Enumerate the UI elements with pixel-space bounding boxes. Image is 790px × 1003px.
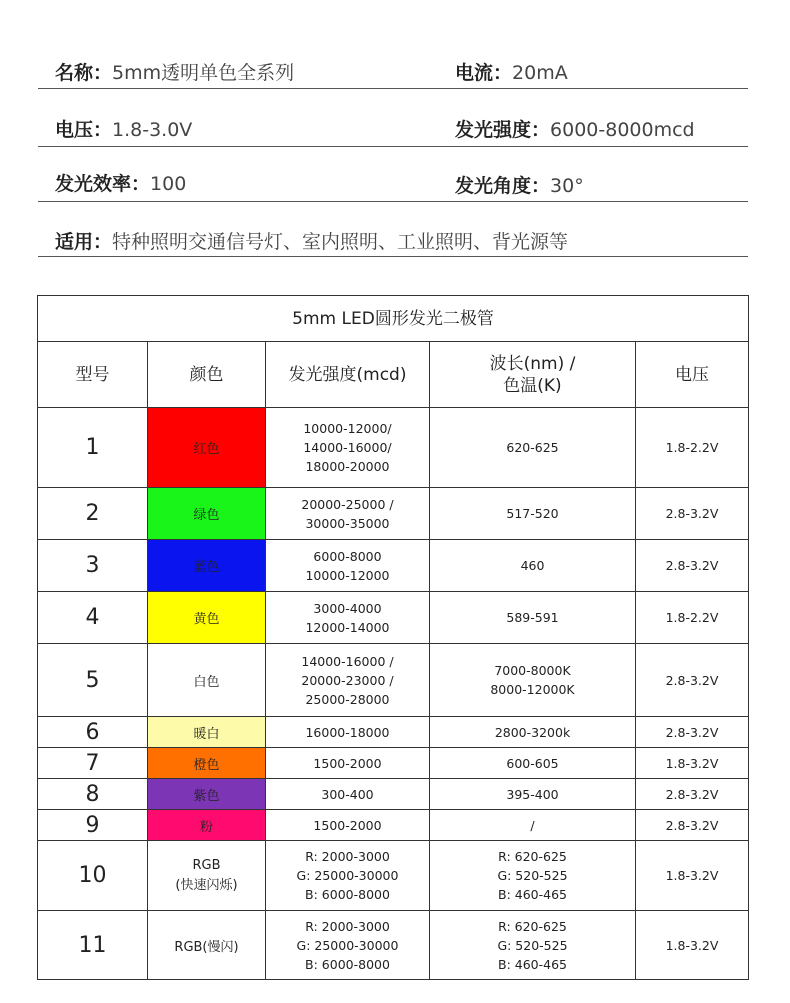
row-wavelength [430,488,636,540]
row-intensity [266,644,430,717]
row-voltage: 2.8-3.2V [636,717,749,748]
row-wavelength [430,540,636,592]
row-voltage: 1.8-3.2V [636,748,749,779]
row-intensity-line: 20000-25000 / [301,496,394,512]
spec-current-value: 20mA [512,62,568,84]
spec-intensity-value: 6000-8000mcd [550,119,695,141]
row-intensity-line: R: 2000-3000 [305,849,390,864]
row-model-number: 4 [38,592,148,644]
table-row [38,748,749,779]
row-color-name: 紫色 [193,788,220,804]
table-body [38,408,749,980]
row-wavelength [430,841,636,911]
spec-voltage-label: 电压： [55,119,113,141]
row-intensity-line: 14000-16000/ [303,440,392,455]
row-voltage: 1.8-2.2V [636,592,749,644]
row-intensity-line: 1500-2000 [313,755,382,771]
divider [38,201,748,202]
row-color-name: 蓝色 [193,560,220,575]
header-model: 型号 [38,342,148,408]
header-color: 颜色 [148,342,266,408]
spec-current-label: 电流： [455,62,513,84]
table-row [38,408,749,488]
header-wavelength [430,342,636,408]
row-model-number: 10 [38,841,148,911]
row-intensity [266,592,430,644]
divider [38,146,748,147]
row-wavelength-line: 589-591 [506,610,559,625]
row-intensity-line: 25000-28000 [305,691,390,707]
row-intensity-line: 10000-12000/ [303,421,392,436]
row-color-name: 暖白 [193,726,220,742]
row-wavelength-line: 517-520 [506,506,559,521]
row-wavelength [430,748,636,779]
table-row [38,488,749,540]
row-intensity-line: B: 6000-8000 [305,956,390,972]
row-intensity-line: R: 2000-3000 [305,918,390,934]
spec-voltage [55,115,192,142]
row-color-name: 绿色 [193,508,220,523]
table-row [38,841,749,911]
table-row [38,644,749,717]
row-wavelength-line: B: 460-465 [498,887,567,902]
spec-usage [55,227,568,254]
header-wavelength-line1: 波长(nm) / [489,353,576,374]
row-intensity-line: 20000-23000 / [301,672,394,688]
row-wavelength-line: / [530,817,535,833]
spec-name [55,58,294,85]
spec-efficiency-label: 发光效率： [55,173,151,195]
row-intensity-line: G: 25000-30000 [296,868,399,883]
row-voltage: 2.8-3.2V [636,488,749,540]
row-model-number: 2 [38,488,148,540]
row-wavelength [430,810,636,841]
spec-name-value: 5mm透明单色全系列 [112,62,295,84]
spec-angle-label: 发光角度： [455,175,551,197]
row-color-swatch [148,408,266,488]
row-intensity [266,810,430,841]
row-wavelength [430,911,636,980]
row-color-swatch [148,540,266,592]
row-voltage: 2.8-3.2V [636,540,749,592]
row-model-number: 8 [38,779,148,810]
row-model-number: 1 [38,408,148,488]
row-color-swatch [148,810,266,841]
row-model-number: 5 [38,644,148,717]
row-color-swatch [148,748,266,779]
spec-current [455,58,568,85]
table-row [38,540,749,592]
row-intensity-line: 300-400 [321,786,374,802]
row-intensity-line: 18000-20000 [305,459,390,474]
table-title: 5mm LED圆形发光二极管 [38,296,749,342]
spec-angle [455,171,584,198]
header-intensity: 发光强度(mcd) [266,342,430,408]
row-color-swatch [148,488,266,540]
row-wavelength-line: 395-400 [506,786,559,802]
row-intensity-line: 3000-4000 [313,600,382,616]
row-wavelength-line: 8000-12000K [490,682,575,697]
row-color-swatch [148,841,266,911]
row-intensity [266,408,430,488]
row-wavelength-line: R: 620-625 [498,918,567,934]
spec-angle-value: 30° [550,175,584,197]
spec-usage-value: 特种照明交通信号灯、室内照明、工业照明、背光源等 [112,231,569,253]
row-intensity [266,717,430,748]
row-intensity [266,540,430,592]
divider [38,88,748,89]
spec-efficiency-value: 100 [150,173,187,195]
row-wavelength-line: 2800-3200k [494,724,571,740]
row-intensity-line: G: 25000-30000 [296,937,399,953]
row-intensity-line: 1500-2000 [313,817,382,833]
table-row [38,717,749,748]
header-wavelength-line2: 色温(K) [503,375,562,396]
row-wavelength-line: G: 520-525 [497,937,568,953]
row-wavelength-line: B: 460-465 [498,956,567,972]
table-row [38,810,749,841]
row-intensity [266,488,430,540]
row-voltage: 2.8-3.2V [636,644,749,717]
row-intensity [266,841,430,911]
row-color-swatch [148,644,266,717]
row-model-number: 3 [38,540,148,592]
spec-usage-label: 适用： [55,231,113,253]
row-wavelength [430,408,636,488]
row-color-swatch [148,779,266,810]
row-intensity-line: 30000-35000 [305,515,390,531]
row-model-number: 6 [38,717,148,748]
spec-name-label: 名称： [55,62,113,84]
row-intensity-line: 10000-12000 [305,567,390,583]
row-intensity-line: B: 6000-8000 [305,887,390,902]
row-intensity [266,748,430,779]
led-spec-table [37,295,749,980]
row-color-name: 白色 [193,674,220,690]
row-intensity-line: 14000-16000 / [301,653,394,669]
row-wavelength [430,644,636,717]
row-intensity-line: 6000-8000 [313,548,382,564]
row-wavelength [430,717,636,748]
table-row [38,911,749,980]
row-model-number: 9 [38,810,148,841]
row-intensity [266,911,430,980]
row-intensity-line: 16000-18000 [305,724,390,740]
row-wavelength-line: 7000-8000K [494,663,571,678]
row-wavelength-line: 460 [520,558,545,573]
table-row [38,779,749,810]
row-color-swatch [148,592,266,644]
row-wavelength-line: 600-605 [506,755,559,771]
row-color-name: 黄色 [193,612,220,627]
row-wavelength-line: R: 620-625 [498,849,567,864]
spec-intensity [455,115,695,142]
row-model-number: 7 [38,748,148,779]
row-model-number: 11 [38,911,148,980]
row-color-name: 粉 [199,819,213,835]
spec-voltage-value: 1.8-3.0V [112,119,193,141]
divider [38,256,748,257]
row-color-swatch [148,717,266,748]
row-voltage: 2.8-3.2V [636,779,749,810]
spec-intensity-label: 发光强度： [455,119,551,141]
row-color-name: 橙色 [193,757,220,773]
row-voltage: 1.8-2.2V [636,408,749,488]
table-row [38,592,749,644]
row-color-name: 红色 [193,442,220,457]
row-wavelength-line: 620-625 [506,440,559,455]
row-color-name: RGB [192,857,221,873]
row-color-name: RGB(慢闪) [174,939,239,955]
header-voltage: 电压 [636,342,749,408]
row-wavelength [430,779,636,810]
spec-efficiency [55,169,186,196]
table-header-row [38,342,749,408]
row-color-subtitle: (快速闪烁) [175,877,238,893]
row-intensity [266,779,430,810]
row-wavelength-line: G: 520-525 [497,868,568,883]
row-color-swatch [148,911,266,980]
row-intensity-line: 12000-14000 [305,619,390,635]
row-wavelength [430,592,636,644]
row-voltage: 1.8-3.2V [636,841,749,911]
row-voltage: 2.8-3.2V [636,810,749,841]
row-voltage: 1.8-3.2V [636,911,749,980]
